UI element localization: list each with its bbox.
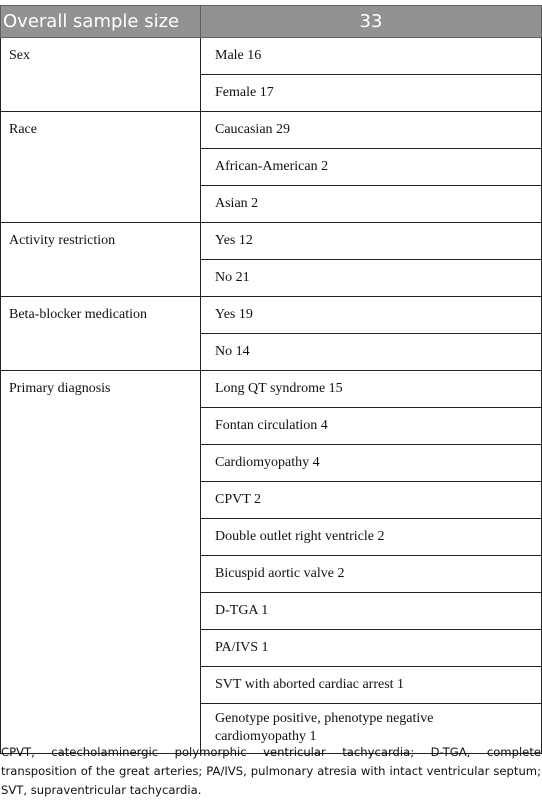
category-label: Primary diagnosis: [1, 371, 201, 754]
category-label: Sex: [1, 38, 201, 112]
category-value: Cardiomyopathy 4: [201, 445, 542, 482]
header-label: Overall sample size: [1, 6, 201, 38]
category-value: Caucasian 29: [201, 112, 542, 149]
category-value: SVT with aborted cardiac arrest 1: [201, 667, 542, 704]
category-value: Fontan circulation 4: [201, 408, 542, 445]
category-label: Race: [1, 112, 201, 223]
table-body: [1, 38, 542, 754]
category-value: Double outlet right ventricle 2: [201, 519, 542, 556]
table-row: [1, 297, 542, 334]
demographics-table: [0, 5, 542, 754]
category-value: CPVT 2: [201, 482, 542, 519]
category-value: Female 17: [201, 75, 542, 112]
category-value: Male 16: [201, 38, 542, 75]
category-value: No 21: [201, 260, 542, 297]
header-value: 33: [201, 6, 542, 38]
table-row: [1, 112, 542, 149]
category-value: African-American 2: [201, 149, 542, 186]
category-value: Genotype positive, phenotype negative cardiomyopathy 1: [201, 704, 542, 754]
category-label: Beta-blocker medication: [1, 297, 201, 371]
table-footnote: CPVT, catecholaminergic polymorphic ventricular tachycardia; D-TGA, complete transposition of the great arteries; PA/IVS, pulmonary atresia with intact ventricular septum; SVT, supraventricular tachycardia.: [1, 745, 541, 797]
category-value: PA/IVS 1: [201, 630, 542, 667]
table-row: [1, 371, 542, 408]
category-value: D-TGA 1: [201, 593, 542, 630]
table-header-row: [1, 6, 542, 38]
category-value: No 14: [201, 334, 542, 371]
table-row: [1, 223, 542, 260]
category-value: Long QT syndrome 15: [201, 371, 542, 408]
category-value: Asian 2: [201, 186, 542, 223]
category-value: Yes 12: [201, 223, 542, 260]
category-value: Bicuspid aortic valve 2: [201, 556, 542, 593]
category-label: Activity restriction: [1, 223, 201, 297]
table-row: [1, 38, 542, 75]
category-value: Yes 19: [201, 297, 542, 334]
